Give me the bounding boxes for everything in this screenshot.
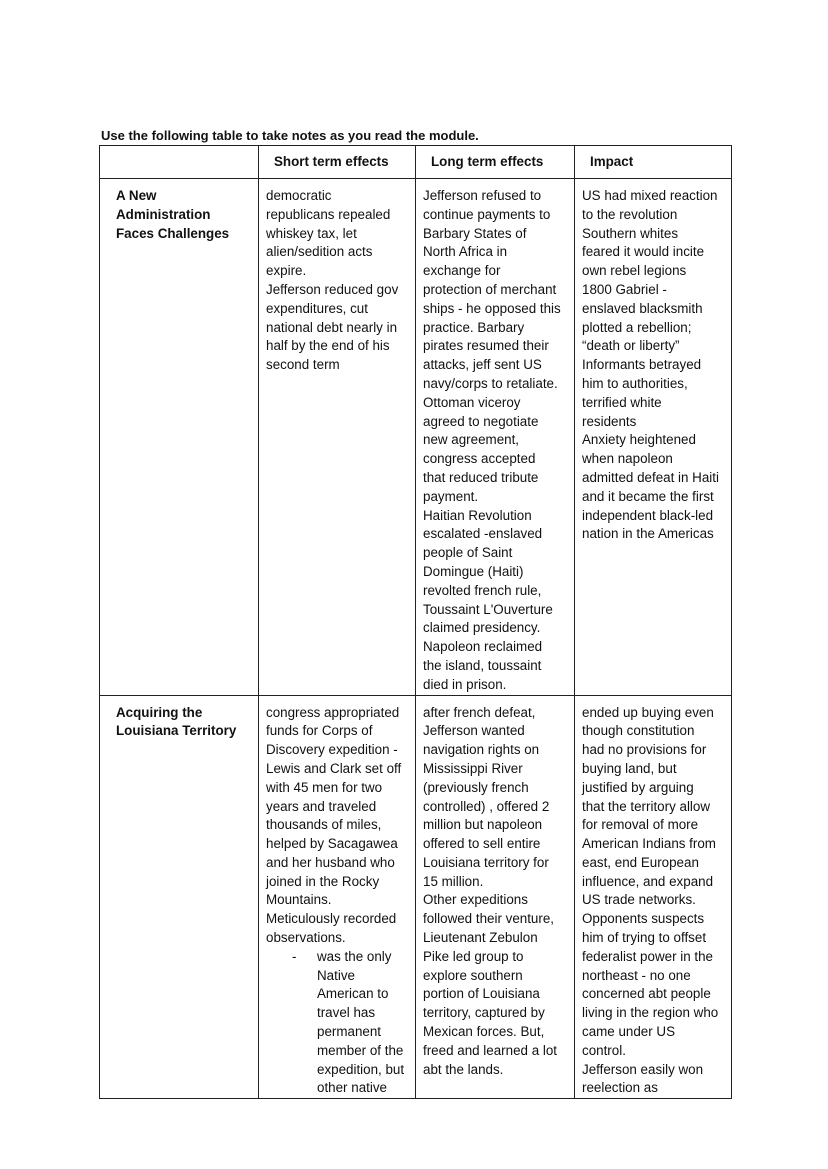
text-line: was the only	[317, 948, 392, 964]
text-line: Other expeditions	[423, 892, 528, 908]
text-line: democratic	[266, 188, 332, 203]
text-line: though constitution	[582, 723, 695, 739]
text-line: that reduced tribute	[423, 469, 539, 485]
text-line: exchange for	[423, 263, 501, 279]
text-line: offered to sell entire	[423, 836, 541, 852]
short-term-cell[interactable]	[259, 695, 416, 1099]
text-line: had no provisions for	[582, 742, 707, 758]
text-line: permanent	[317, 1024, 382, 1040]
text-line: protection of merchant	[423, 281, 557, 297]
bullet-line	[266, 1061, 409, 1080]
text-line: portion of Louisiana	[423, 986, 540, 1002]
instructions-heading: Use the following table to take notes as you read the module.	[101, 128, 479, 143]
topic-cell[interactable]	[100, 695, 259, 1099]
text-line: Meticulously recorded	[266, 911, 397, 927]
text-line: Ottoman viceroy	[423, 394, 521, 410]
bullet-line	[266, 1079, 409, 1098]
header-impact: Impact	[575, 146, 732, 179]
text-line: that the territory allow	[582, 798, 711, 814]
text-line: member of the	[317, 1042, 404, 1058]
long-term-cell[interactable]	[416, 695, 575, 1099]
text-line: explore southern	[423, 967, 523, 983]
text-line: Lieutenant Zebulon	[423, 930, 538, 946]
text-line: nation in the Americas	[582, 526, 714, 542]
text-line: North Africa in	[423, 244, 508, 260]
text-line: expire.	[266, 263, 307, 279]
text-line: pirates resumed their	[423, 338, 549, 354]
bullet-line	[266, 985, 409, 1004]
header-row	[100, 146, 732, 179]
long-term-cell[interactable]	[416, 179, 575, 696]
text-line: territory, captured by	[423, 1005, 545, 1021]
text-line: after french defeat,	[423, 704, 536, 720]
text-line: residents	[582, 413, 637, 429]
text-line: payment.	[423, 488, 479, 504]
notes-table	[99, 145, 732, 1099]
text-line: republicans repealed	[266, 206, 391, 222]
text-line: freed and learned a lot	[423, 1042, 558, 1058]
text-line: Jefferson reduced gov	[266, 281, 399, 297]
text-line: US had mixed reaction	[582, 188, 718, 203]
text-line: congress accepted	[423, 451, 536, 467]
text-line: Napoleon reclaimed	[423, 639, 543, 655]
text-line: Mississippi River	[423, 760, 523, 776]
text-line: Mexican forces. But,	[423, 1024, 545, 1040]
text-line: people of Saint	[423, 545, 513, 561]
text-line: expedition, but	[317, 1061, 405, 1077]
text-line: half by the end of his	[266, 338, 390, 354]
text-line: feared it would incite	[582, 244, 705, 260]
text-line: continue payments to	[423, 206, 551, 222]
text-line: Native	[317, 967, 355, 983]
text-line: Pike led group to	[423, 948, 524, 964]
text-line: and her husband who	[266, 854, 395, 870]
text-line: Domingue (Haiti)	[423, 563, 524, 579]
text-line: American Indians from	[582, 836, 716, 852]
text-line: controlled) , offered 2	[423, 798, 550, 814]
text-line: Anxiety heightened	[582, 432, 696, 448]
text-line: to the revolution	[582, 206, 678, 222]
text-line: observations.	[266, 930, 346, 946]
table-row	[100, 695, 732, 1099]
text-line: influence, and expand	[582, 873, 714, 889]
text-line: enslaved blacksmith	[582, 300, 703, 316]
text-line: with 45 men for two	[266, 779, 383, 795]
text-line: died in prison.	[423, 676, 507, 692]
text-line: Discovery expedition -	[266, 742, 398, 758]
text-line: funds for Corps of	[266, 723, 373, 739]
bullet-line	[266, 1023, 409, 1042]
text-line: reelection as	[582, 1080, 658, 1096]
text-line: Acquiring the	[116, 704, 203, 720]
text-line: “death or liberty”	[582, 338, 680, 354]
text-line: ended up buying even	[582, 704, 714, 720]
text-line: Toussaint L'Ouverture	[423, 601, 553, 617]
text-line: years and traveled	[266, 798, 377, 814]
text-line: him to authorities,	[582, 375, 688, 391]
text-line: navy/corps to retaliate.	[423, 375, 558, 391]
text-line: navigation rights on	[423, 742, 540, 758]
text-line: own rebel legions	[582, 263, 687, 279]
text-line: whiskey tax, let	[266, 225, 357, 241]
text-line: control.	[582, 1042, 626, 1058]
text-line: Informants betrayed	[582, 357, 702, 373]
header-topic	[100, 146, 259, 179]
text-line: claimed presidency.	[423, 620, 541, 636]
text-line: Mountains.	[266, 892, 332, 908]
text-line: million but napoleon	[423, 817, 543, 833]
impact-cell[interactable]	[575, 695, 732, 1099]
text-line: Administration	[116, 206, 211, 222]
text-line: (previously french	[423, 779, 529, 795]
text-line: escalated -enslaved	[423, 526, 543, 542]
text-line: concerned abt people	[582, 986, 711, 1002]
text-line: Southern whites	[582, 225, 679, 241]
text-line: second term	[266, 357, 340, 373]
text-line: congress appropriated	[266, 704, 400, 720]
text-line: expenditures, cut	[266, 300, 368, 316]
text-line: revolted french rule,	[423, 582, 542, 598]
text-line: him of trying to offset	[582, 930, 707, 946]
bullet-line	[266, 967, 409, 986]
text-line: for removal of more	[582, 817, 699, 833]
text-line: Jefferson wanted	[423, 723, 525, 739]
topic-cell[interactable]	[100, 179, 259, 696]
text-line: federalist power in the	[582, 948, 714, 964]
header-long-term: Long term effects	[416, 146, 575, 179]
text-line: independent black-led	[582, 507, 714, 523]
text-line: Jefferson refused to	[423, 188, 542, 203]
text-line: US trade networks.	[582, 892, 696, 908]
bullet-marker: -	[292, 948, 297, 964]
text-line: thousands of miles,	[266, 817, 382, 833]
text-line: the island, toussaint	[423, 657, 542, 673]
text-line: new agreement,	[423, 432, 520, 448]
bullet-line	[266, 948, 409, 967]
bullet-line	[266, 1042, 409, 1061]
text-line: other native	[317, 1080, 387, 1096]
text-line: helped by Sacagawea	[266, 836, 398, 852]
text-line: admitted defeat in Haiti	[582, 469, 719, 485]
text-line: agreed to negotiate	[423, 413, 539, 429]
text-line: ships - he opposed this	[423, 300, 561, 316]
text-line: Louisiana territory for	[423, 854, 549, 870]
text-line: northeast - no one	[582, 967, 691, 983]
text-line: Haitian Revolution	[423, 507, 532, 523]
text-line: alien/sedition acts	[266, 244, 373, 260]
text-line: A New	[116, 188, 157, 203]
text-line: Barbary States of	[423, 225, 527, 241]
impact-cell[interactable]	[575, 179, 732, 696]
text-line: living in the region who	[582, 1005, 719, 1021]
text-line: national debt nearly in	[266, 319, 398, 335]
text-line: joined in the Rocky	[266, 873, 380, 889]
text-line: attacks, jeff sent US	[423, 357, 542, 373]
text-line: Jefferson easily won	[582, 1061, 704, 1077]
text-line: came under US	[582, 1024, 676, 1040]
bullet-line	[266, 1004, 409, 1023]
text-line: abt the lands.	[423, 1061, 504, 1077]
text-line: justified by arguing	[582, 779, 694, 795]
text-line: Opponents suspects	[582, 911, 705, 927]
text-line: plotted a rebellion;	[582, 319, 692, 335]
text-line: 1800 Gabriel -	[582, 281, 667, 297]
text-line: buying land, but	[582, 760, 677, 776]
text-line: travel has	[317, 1005, 376, 1021]
text-line: 15 million.	[423, 873, 484, 889]
text-line: Louisiana Territory	[116, 723, 237, 739]
text-line: terrified white	[582, 394, 662, 410]
text-line: when napoleon	[582, 451, 673, 467]
text-line: followed their venture,	[423, 911, 555, 927]
text-line: Faces Challenges	[116, 225, 230, 241]
text-line: east, end European	[582, 854, 699, 870]
table-row	[100, 179, 732, 696]
text-line: American to	[317, 986, 389, 1002]
short-term-cell[interactable]	[259, 179, 416, 696]
text-line: Lewis and Clark set off	[266, 760, 402, 776]
header-short-term: Short term effects	[259, 146, 416, 179]
text-line: and it became the first	[582, 488, 714, 504]
text-line: practice. Barbary	[423, 319, 525, 335]
